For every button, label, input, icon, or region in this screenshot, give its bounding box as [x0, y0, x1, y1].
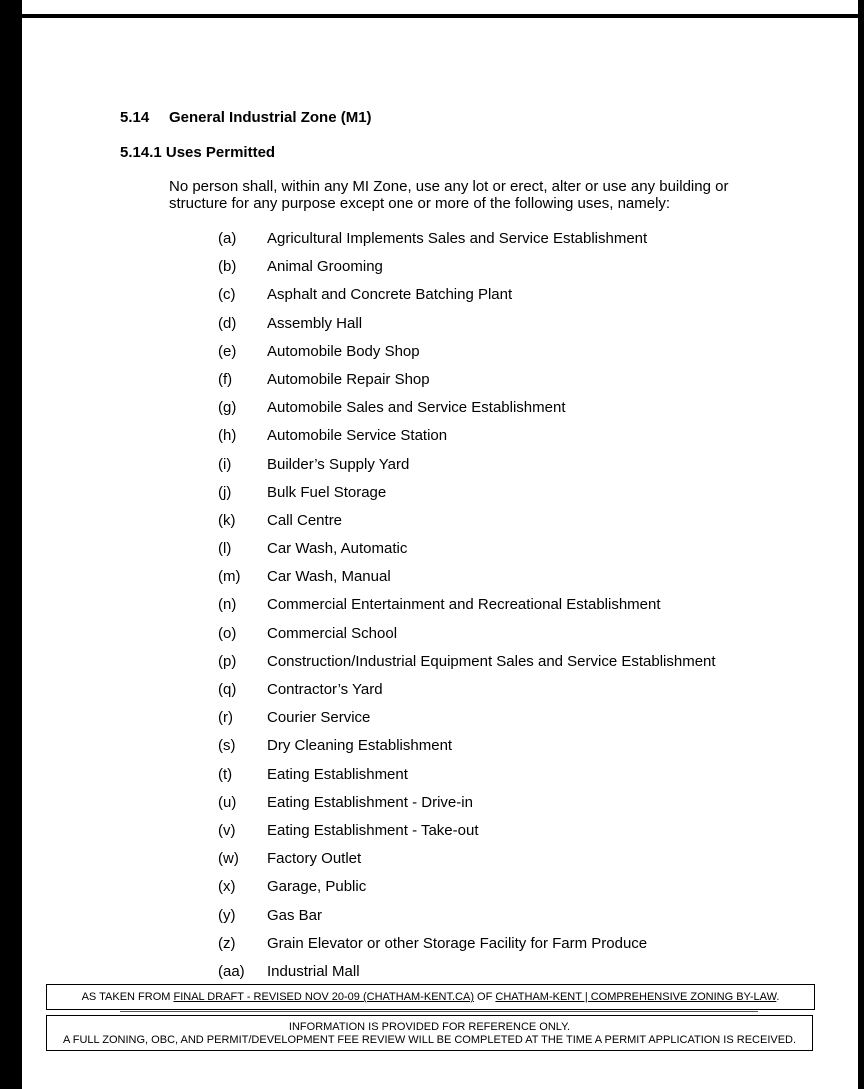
list-item-text: Grain Elevator or other Storage Facility for Farm Produce — [267, 934, 648, 952]
list-item-letter: (aa) — [218, 962, 245, 980]
list-item-text: Bulk Fuel Storage — [267, 483, 387, 501]
list-item-letter: (b) — [218, 258, 237, 276]
list-item-text: Builder’s Supply Yard — [267, 455, 410, 473]
list-item — [218, 907, 716, 935]
list-item-letter: (t) — [218, 765, 233, 783]
list-item-text: Automobile Body Shop — [267, 342, 420, 360]
notice-line-1: INFORMATION IS PROVIDED FOR REFERENCE ONLY. — [288, 1021, 571, 1033]
list-item — [218, 315, 716, 343]
list-item-letter: (m) — [218, 568, 241, 586]
subsection-heading: 5.14.1 Uses Permitted — [120, 144, 276, 161]
notice-line-2: A FULL ZONING, OBC, AND PERMIT/DEVELOPMENT FEE REVIEW WILL BE COMPLETED AT THE TIME A PERMIT APPLICATION IS RECEIVED. — [62, 1034, 797, 1046]
list-item — [218, 596, 716, 624]
list-item — [218, 343, 716, 371]
list-item-text: Dry Cleaning Establishment — [267, 737, 453, 755]
list-item — [218, 371, 716, 399]
list-item-text: Car Wash, Manual — [267, 568, 391, 586]
list-item-text: Eating Establishment — [267, 765, 408, 783]
list-item-text: Automobile Service Station — [267, 427, 448, 445]
list-item-text: Industrial Mall — [267, 962, 360, 980]
source-notice — [46, 984, 815, 1010]
section-title: General Industrial Zone (M1) — [169, 109, 372, 126]
list-item — [218, 230, 716, 258]
list-item — [218, 286, 716, 314]
list-item — [218, 484, 716, 512]
list-item-text: Agricultural Implements Sales and Service Establishment — [267, 230, 648, 247]
footer-divider — [120, 1011, 758, 1012]
list-item-letter: (y) — [218, 906, 236, 924]
list-item-text: Automobile Repair Shop — [267, 370, 430, 388]
list-item-text: Animal Grooming — [267, 258, 383, 276]
list-item-letter: (k) — [218, 511, 236, 529]
list-item-letter: (p) — [218, 652, 237, 670]
list-item-letter: (e) — [218, 342, 237, 360]
document-page — [22, 0, 858, 1089]
list-item-letter: (z) — [218, 934, 236, 952]
list-item — [218, 427, 716, 455]
list-item — [218, 540, 716, 568]
list-item-letter: (g) — [218, 399, 237, 417]
list-item-text: Automobile Sales and Service Establishment — [267, 399, 566, 417]
list-item-letter: (u) — [218, 793, 237, 811]
source-suffix: . — [776, 991, 780, 1003]
list-item-letter: (o) — [218, 624, 237, 642]
list-item-letter: (v) — [218, 821, 236, 839]
list-item — [218, 709, 716, 737]
list-item-letter: (j) — [218, 483, 232, 501]
list-item-letter: (w) — [218, 850, 239, 868]
list-item-letter: (f) — [218, 370, 233, 388]
list-item — [218, 512, 716, 540]
source-prefix: AS TAKEN FROM — [81, 991, 174, 1003]
list-item — [218, 794, 716, 822]
list-item — [218, 653, 716, 681]
list-item — [218, 681, 716, 709]
list-item-text: Courier Service — [267, 709, 371, 727]
list-item-text: Call Centre — [267, 511, 343, 529]
list-item-text: Car Wash, Automatic — [267, 540, 408, 558]
list-item-text: Commercial Entertainment and Recreational Establishment — [267, 596, 661, 614]
list-item — [218, 878, 716, 906]
list-item-letter: (h) — [218, 427, 237, 445]
list-item-letter: (r) — [218, 709, 233, 727]
list-item-letter: (l) — [218, 540, 232, 558]
list-item-text: Contractor’s Yard — [267, 681, 383, 698]
list-item-letter: (x) — [218, 878, 236, 896]
list-item-text: Asphalt and Concrete Batching Plant — [267, 286, 513, 304]
list-item — [218, 625, 716, 653]
source-mid: OF — [474, 991, 496, 1003]
list-item-text: Eating Establishment - Take-out — [267, 821, 479, 839]
list-item — [218, 258, 716, 286]
list-item-letter: (q) — [218, 681, 237, 698]
list-item-letter: (s) — [218, 737, 236, 755]
list-item-text: Construction/Industrial Equipment Sales and Service Establishment — [267, 652, 716, 670]
list-item — [218, 822, 716, 850]
list-item-letter: (a) — [218, 230, 237, 247]
intro-paragraph: No person shall, within any MI Zone, use any lot or erect, alter or use any building or structure for any purpose except one or more of the following uses, namely: — [169, 178, 729, 212]
list-item-letter: (d) — [218, 314, 237, 332]
list-item — [218, 935, 716, 963]
list-item — [218, 737, 716, 765]
list-item — [218, 399, 716, 427]
list-item-letter: (c) — [218, 286, 236, 304]
reference-notice — [46, 1015, 813, 1051]
list-item — [218, 766, 716, 794]
section-heading — [120, 109, 372, 126]
list-item-text: Gas Bar — [267, 906, 323, 924]
list-item-text: Assembly Hall — [267, 314, 363, 332]
section-number: 5.14 — [120, 109, 150, 126]
list-item-text: Garage, Public — [267, 878, 367, 896]
uses-list — [218, 230, 716, 991]
list-item — [218, 456, 716, 484]
list-item — [218, 568, 716, 596]
list-item-text: Commercial School — [267, 624, 398, 642]
list-item — [218, 850, 716, 878]
list-item-text: Eating Establishment - Drive-in — [267, 793, 473, 811]
source-link-bylaw[interactable]: CHATHAM-KENT | COMPREHENSIVE ZONING BY-LAW — [495, 991, 777, 1003]
list-item-letter: (n) — [218, 596, 237, 614]
list-item-text: Factory Outlet — [267, 850, 362, 868]
header-rule — [22, 14, 858, 18]
source-link-draft[interactable]: FINAL DRAFT - REVISED NOV 20-09 (CHATHAM-KENT.CA) — [173, 991, 474, 1003]
list-item-letter: (i) — [218, 455, 232, 473]
